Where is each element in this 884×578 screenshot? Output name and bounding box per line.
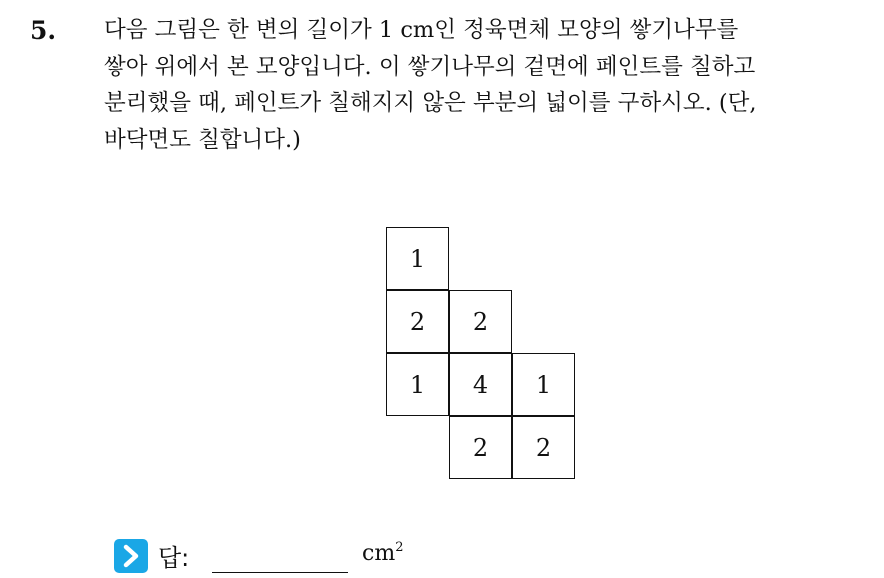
answer-row — [114, 536, 434, 576]
answer-label: 답: — [158, 544, 190, 572]
question-text — [104, 12, 864, 158]
question-line: 다음 그림은 한 변의 길이가 1 cm인 정육면체 모양의 쌓기나무를 — [104, 17, 739, 43]
top-view-cell: 1 — [386, 227, 449, 290]
top-view-cell: 2 — [449, 416, 512, 479]
top-view-diagram — [386, 227, 576, 480]
question-line: 쌓아 위에서 본 모양입니다. 이 쌓기나무의 겉면에 페인트를 칠하고 — [104, 53, 756, 80]
top-view-cell: 2 — [386, 290, 449, 353]
question-line: 분리했을 때, 페인트가 칠해지지 않은 부분의 넓이를 구하시오. (단, — [104, 90, 757, 116]
top-view-cell: 2 — [512, 416, 575, 479]
unit-exponent: 2 — [395, 540, 404, 555]
answer-unit — [362, 540, 403, 566]
question-line: 바닥면도 칠합니다.) — [104, 126, 301, 153]
top-view-cell: 1 — [512, 353, 575, 416]
top-view-cell: 2 — [449, 290, 512, 353]
top-view-cell: 1 — [386, 353, 449, 416]
chevron-right-icon — [114, 539, 148, 573]
top-view-cell: 4 — [449, 353, 512, 416]
question-number: 5. — [30, 16, 57, 45]
unit-text: cm — [362, 541, 396, 566]
answer-blank[interactable] — [212, 572, 348, 573]
